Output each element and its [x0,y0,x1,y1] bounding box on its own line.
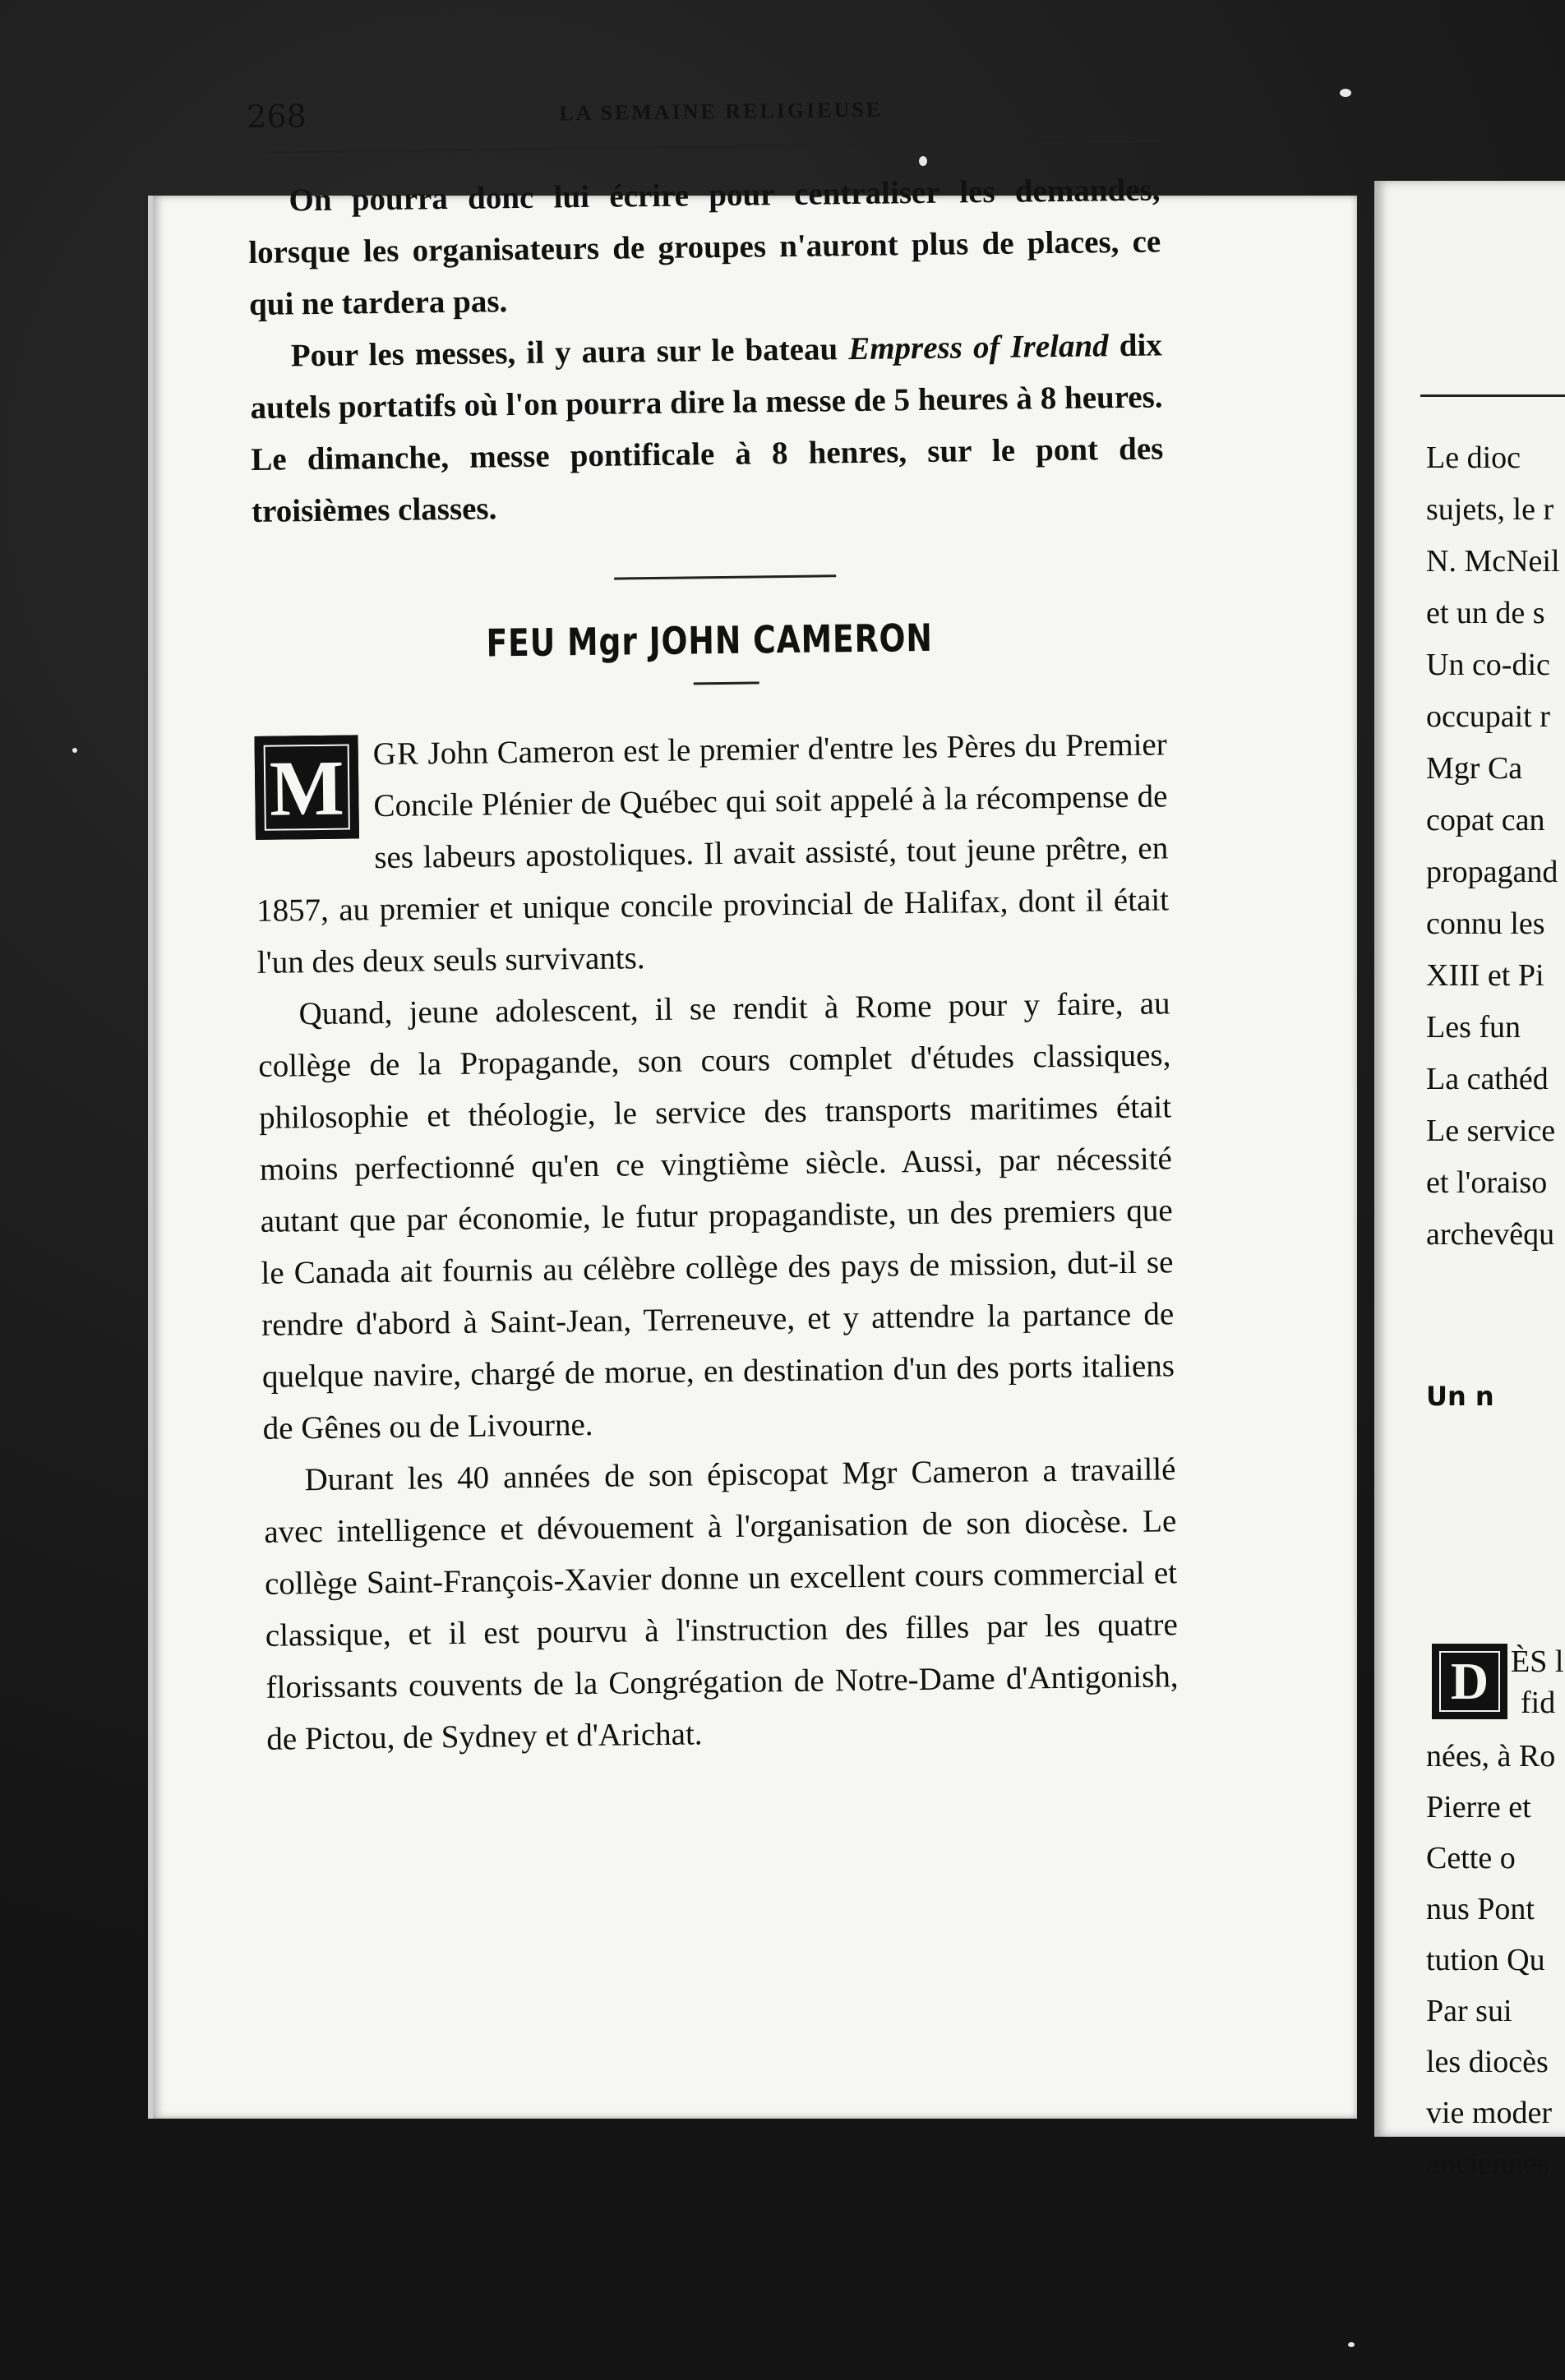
right-page-line: Le service [1426,1114,1556,1148]
right-page-line: et un de s [1426,596,1545,630]
article-paragraph-1 [254,718,1170,989]
article-body [254,718,1179,1764]
right-page-line: fid [1521,1686,1556,1720]
right-page-line: Mgr Ca [1426,751,1523,786]
intro-paragraph-1: On pourra donc lui écrire pour centraliser les demandes, lorsque les organisateurs de groupes n'auront plus de places, ce qui ne tardera pas. [248,172,1161,322]
dropcap-ornament [254,735,359,840]
section-separator [614,574,836,579]
dust-speck [1340,89,1351,97]
right-page-line: anciennes [1426,2147,1549,2181]
right-page-line: Cette o [1426,1841,1516,1875]
dropcap-letter: M [264,745,350,831]
right-page-line: nées, à Ro [1426,1739,1556,1773]
right-page-line: propagand [1426,855,1558,889]
right-page-line: Les fun [1426,1010,1521,1045]
right-page-line: sujets, le r [1426,492,1554,527]
page-number: 268 [247,98,307,135]
intro-paragraph-2 [249,319,1164,537]
right-page-line: et l'oraiso [1426,1165,1548,1200]
article-paragraph-3: Durant les 40 années de son épiscopat Mgr Cameron a travaillé avec intelligence et dévouement à l'organisation de son diocèse. Le collège Saint-François-Xavier donne un excellent cours commercial et classique, et il est pourvu à l'instruction des filles par les quatre florissants couvents de la Congrégation de Notre-Dame d'Antigonish, de Pictou, de Sydney et d'Arichat. [264,1451,1179,1757]
intro-p2-end: dix autels portatifs où l'on pourra dire la messe de 5 heures à 8 heures. Le dimanche, messe pontificale à 8 henres, sur le pont des troisièmes classes. [250,327,1164,529]
right-page-line: nus Pont [1426,1892,1535,1926]
right-page-line: XIII et Pi [1426,958,1544,993]
right-page-line: ÈS l [1511,1644,1564,1679]
article-paragraph-2: Quand, jeune adolescent, il se rendit à Rome pour y faire, au collège de la Propagande, son cours complet d'études classiques, philosophie et théologie, le service des transports maritimes était moins perfectionné qu'en ce vingtième siècle. Aussi, par nécessité autant que par économie, le futur propagandiste, un des premiers que le Canada ait fournis au célèbre collège des pays de mission, dut-il se rendre d'abord à Saint-Jean, Terreneuve, et y attendre la partance de quelque navire, chargé de morue, en destination d'un des ports italiens de Gênes ou de Livourne. [258,985,1175,1446]
title-underline [694,681,759,685]
right-page-line: copat can [1426,803,1545,837]
right-page-line: N. McNeil [1426,544,1560,579]
right-page-line: les diocès [1426,2045,1549,2079]
right-page-line: Le dioc [1426,440,1521,475]
right-page-line: tution Qu [1426,1943,1545,1977]
right-page-heading: Un n [1426,1381,1494,1412]
article-first-word: GR [372,736,420,773]
dust-speck [1348,2342,1355,2347]
right-page-line: Un co-dic [1426,648,1550,682]
left-page-content [247,85,1311,1764]
journal-title: LA SEMAINE RELIGIEUSE [559,97,884,126]
dust-speck [72,748,77,753]
right-page-line: connu les [1426,906,1545,941]
article-title: FEU Mgr JOHN CAMERON [486,615,934,666]
right-page-line: La cathéd [1426,1062,1549,1096]
intro-p2-start: Pour les messes, il y aura sur le bateau [290,331,849,374]
right-dropcap-ornament [1432,1644,1507,1719]
ship-name: Empress of Ireland [847,328,1109,367]
right-page-line: archevêqu [1426,1217,1555,1252]
right-page-rule [1420,394,1565,397]
right-page-line: vie moder [1426,2096,1553,2130]
right-dropcap-letter: D [1439,1651,1500,1712]
right-page-line: occupait r [1426,699,1550,734]
right-page-line: Pierre et [1426,1790,1531,1824]
article-p1-text: John Cameron est le premier d'entre les Pères du Premier Concile Plénier de Québec qui soit appelé à la récompense de ses labeurs apostoliques. Il avait assisté, tout jeune prêtre, en 1857, au premier et unique concile provincial de Halifax, dont il était l'un des deux seuls survivants. [256,726,1170,980]
right-page-line: Par sui [1426,1994,1512,2028]
